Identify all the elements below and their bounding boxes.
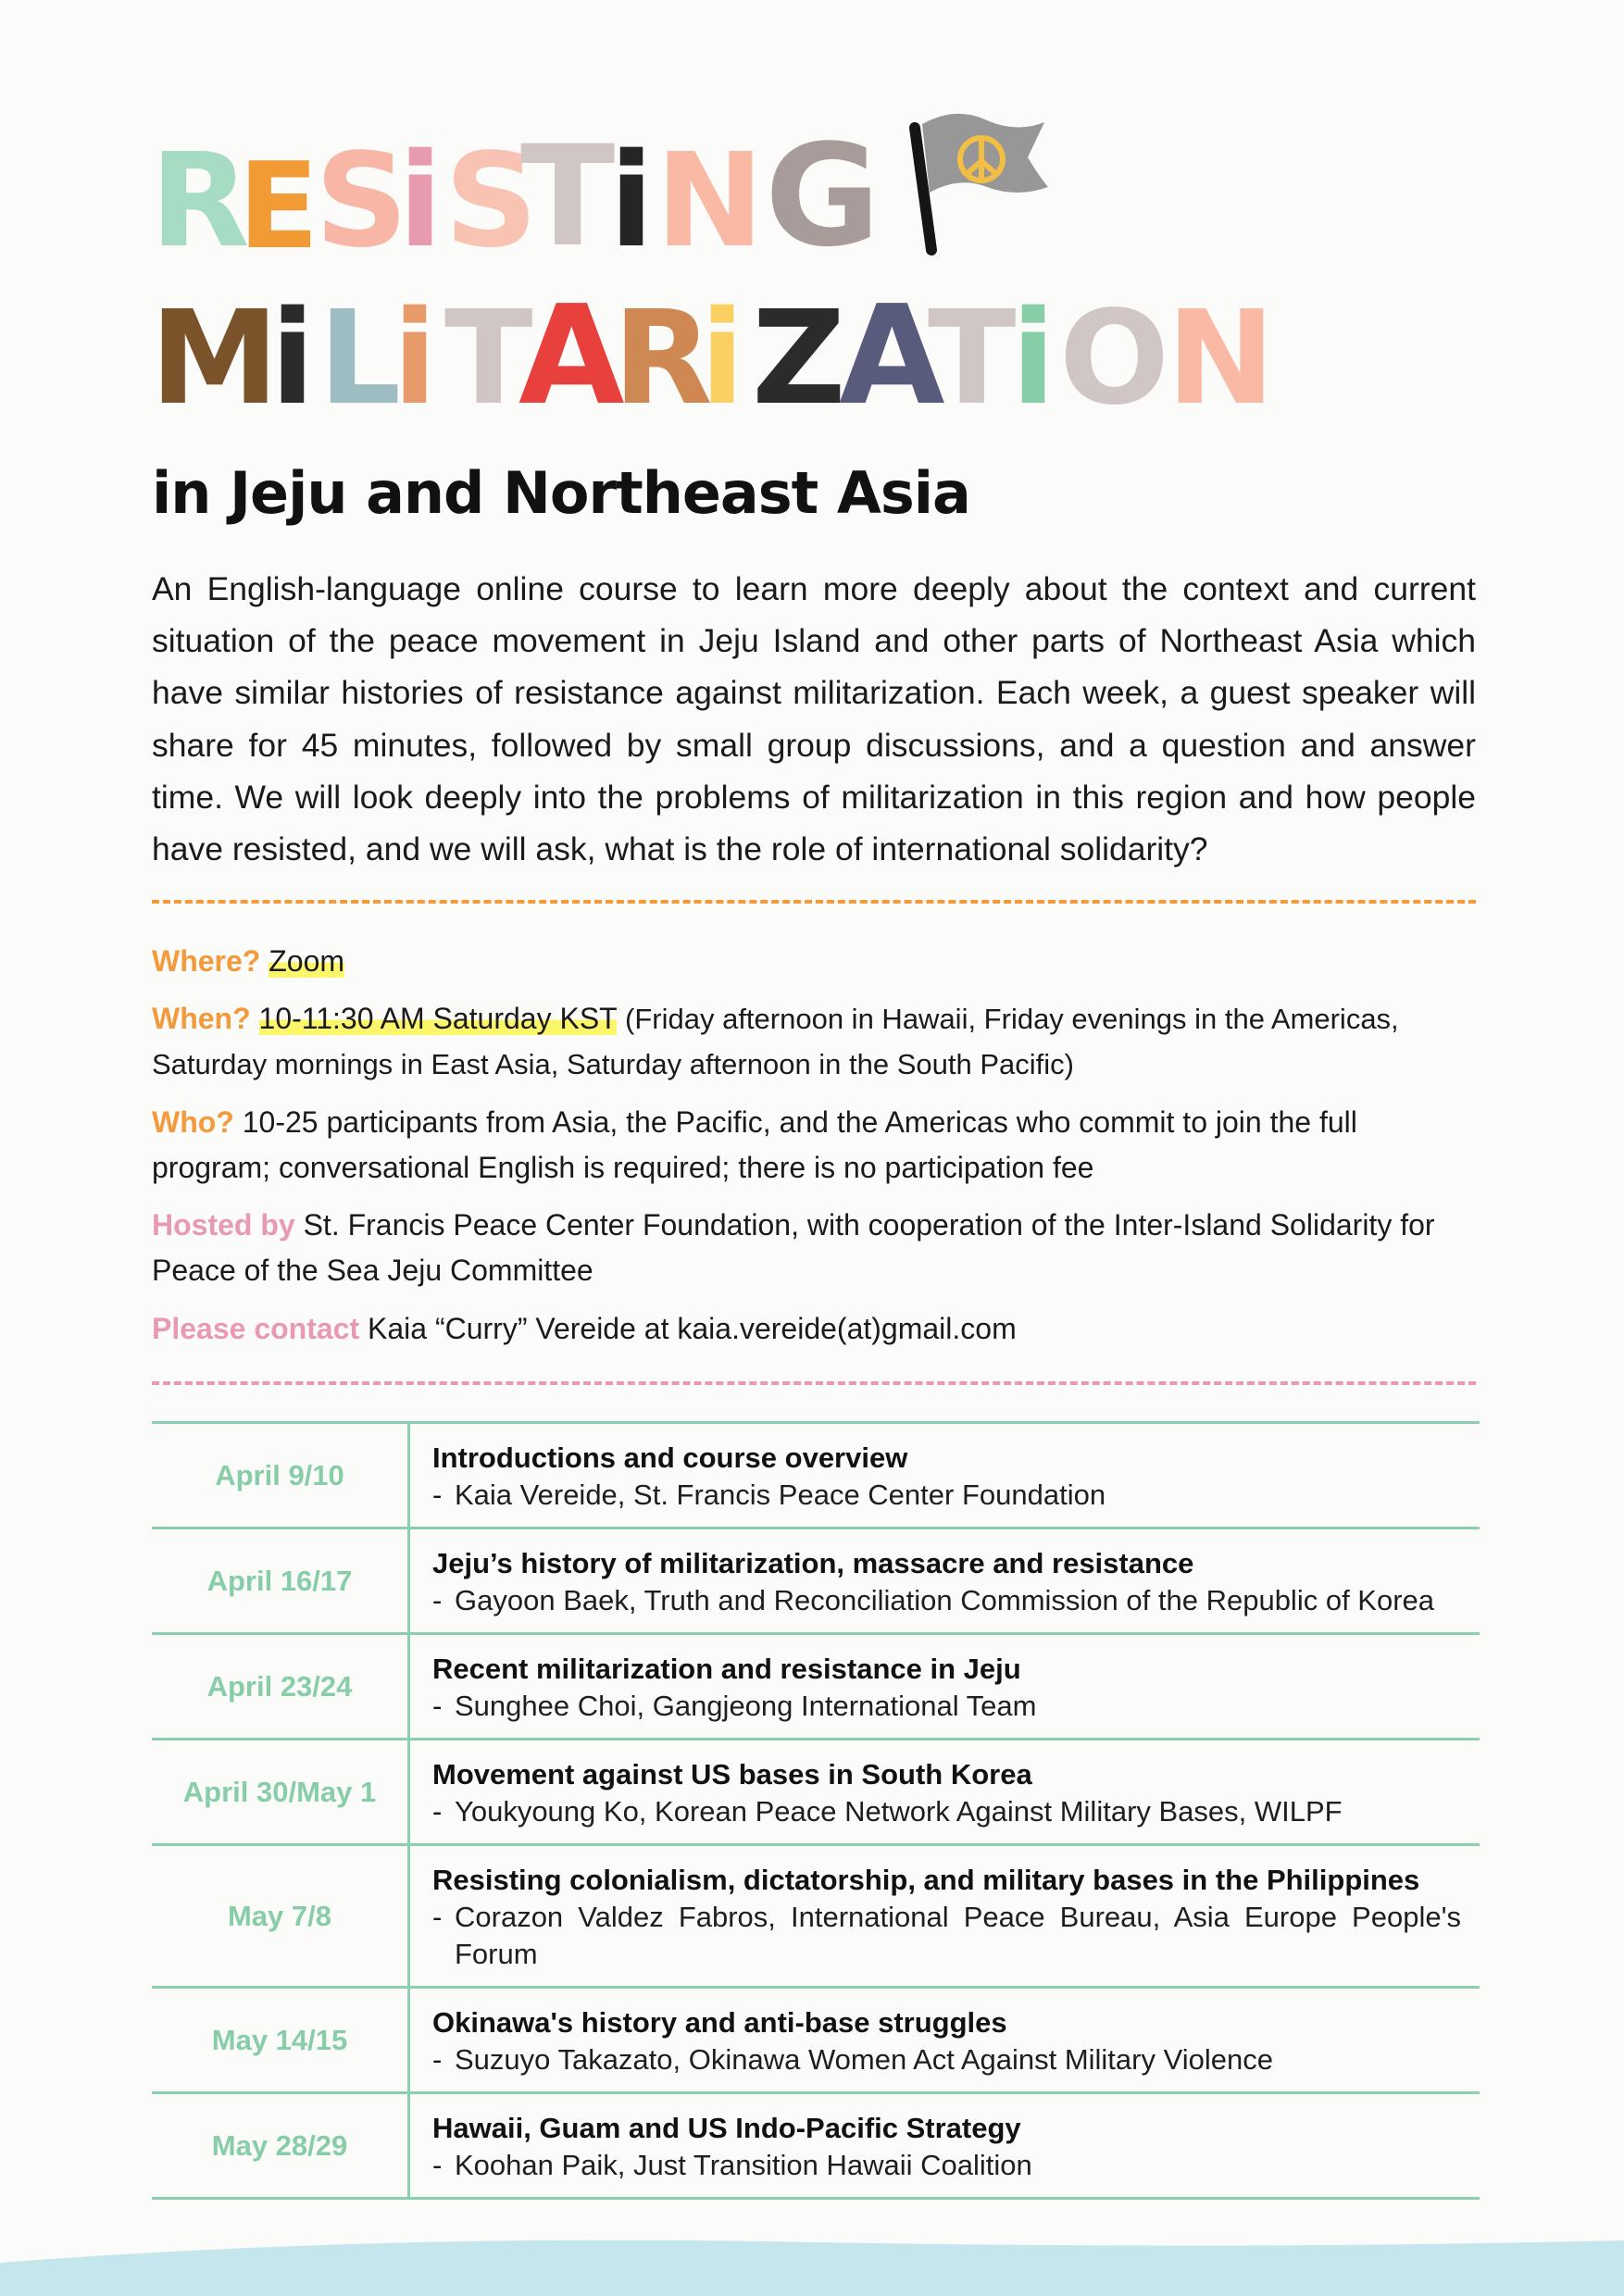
wave-decoration [0,2222,1624,2296]
session-speaker: Koohan Paik, Just Transition Hawaii Coalition [455,2149,1032,2181]
session-speaker: Corazon Valdez Fabros, International Peace Bureau, Asia Europe People's Forum [455,1901,1461,1970]
session-title: Okinawa's history and anti-base struggles [432,2006,1007,2039]
table-row [152,1740,1480,1845]
headline-letter: R [613,283,713,434]
session-title: Resisting colonialism, dictatorship, and military bases in the Philippines [432,1864,1420,1896]
who-label: Who? [152,1105,234,1139]
headline-letter: Z [752,283,846,434]
subtitle: in Jeju and Northeast Asia [152,459,970,527]
headline-letter: T [444,283,533,434]
host-label: Hosted by [152,1208,295,1242]
headline-letter: R [150,126,250,277]
session-date: May 7/8 [152,1845,409,1988]
session-speaker: Suzuyo Takazato, Okinawa Women Act Against Military Violence [455,2043,1273,2076]
table-row [152,1423,1480,1529]
session-speaker: Gayoon Baek, Truth and Reconciliation Commission of the Republic of Korea [455,1584,1435,1616]
session-speaker: Youkyoung Ko, Korean Peace Network Against Military Bases, WILPF [455,1795,1343,1828]
when-label: When? [152,1002,251,1035]
headline-letter: i [270,283,315,434]
session-date: April 30/May 1 [152,1740,409,1845]
session-date: April 9/10 [152,1423,409,1529]
headline-letter: E [238,138,319,276]
info-when [152,996,1476,1087]
table-row [152,1845,1480,1988]
session-details: Recent militarization and resistance in Jeju - Sunghee Choi, Gangjeong International Team [409,1634,1480,1740]
intro-paragraph: An English-language online course to learn more deeply about the context and current situation of the peace movement in Jeju Island and other parts of Northeast Asia which have similar histories of resistance against militarization. Each week, a guest speaker will share for 45 minutes, followed by small group discussions, and a question and answer time. We will look deeply into the problems of militarization in this region and how people have resisted, and we will ask, what is the role of international solidarity? [152,570,1476,868]
headline-letter: i [700,283,744,434]
info-where [152,939,1476,984]
headline-letter: i [1011,283,1056,434]
headline-letter: L [319,283,402,434]
table-row [152,2093,1480,2199]
session-date: April 16/17 [152,1529,409,1634]
divider-orange [152,900,1476,904]
headline-letter: i [393,283,437,434]
session-details: Jeju’s history of militarization, massacre and resistance - Gayoon Baek, Truth and Reconciliation Commission of the Republic of Korea [409,1529,1480,1634]
session-title: Movement against US bases in South Korea [432,1758,1032,1791]
headline-letter: T [520,117,616,278]
session-date: May 14/15 [152,1988,409,2093]
when-note: (Friday afternoon in Hawaii, Friday evenings in the Americas, Saturday mornings in East Asia, Saturday afternoon in the South Pacific) [152,1003,1399,1080]
table-row [152,1529,1480,1634]
info-host [152,1203,1476,1293]
host-value: St. Francis Peace Center Foundation, with cooperation of the Inter-Island Solidarity for Peace of the Sea Jeju Committee [152,1208,1435,1287]
headline-letter: i [609,126,654,277]
session-details: Resisting colonialism, dictatorship, and military bases in the Philippines - Corazon Valdez Fabros, International Peace Bureau, Asia Europe People's Forum [409,1845,1480,1988]
schedule-table [152,1421,1480,2200]
table-row [152,1988,1480,2093]
session-speaker: Kaia Vereide, St. Francis Peace Center Foundation [455,1479,1106,1511]
session-details: Hawaii, Guam and US Indo-Pacific Strategy - Koohan Paik, Just Transition Hawaii Coalition [409,2093,1480,2199]
session-details: Okinawa's history and anti-base struggles - Suzuyo Takazato, Okinawa Women Act Against Military Violence [409,1988,1480,2093]
session-details: Movement against US bases in South Korea - Youkyoung Ko, Korean Peace Network Against Military Bases, WILPF [409,1740,1480,1845]
headline-letter: A [518,276,625,435]
contact-label: Please contact [152,1312,360,1345]
where-label: Where? [152,944,261,978]
headline-letter: T [928,283,1017,434]
headline-letter: N [656,126,765,277]
info-contact [152,1306,1476,1352]
headline-letter: A [839,276,945,435]
session-date: May 28/29 [152,2093,409,2199]
headline-letter: M [150,283,280,434]
who-value: 10-25 participants from Asia, the Pacific, and the Americas who commit to join the full program; conversational English is required; there is no participation fee [152,1105,1357,1184]
headline-letter: S [315,126,408,277]
session-speaker: Sunghee Choi, Gangjeong International Team [455,1690,1037,1722]
session-title: Hawaii, Guam and US Indo-Pacific Strategy [432,2112,1021,2144]
session-title: Recent militarization and resistance in Jeju [432,1653,1021,1685]
headline-letter: N [1167,283,1276,434]
where-value: Zoom [269,944,345,978]
session-date: April 23/24 [152,1634,409,1740]
info-who [152,1100,1476,1191]
peace-flag-icon [900,109,1057,267]
headline-letter: S [444,126,538,277]
divider-pink [152,1381,1476,1385]
contact-value: Kaia “Curry” Vereide at kaia.vereide(at)gmail.com [368,1312,1017,1345]
headline-letter: i [398,126,443,277]
headline-letter: G [765,114,881,278]
session-details: Introductions and course overview - Kaia Vereide, St. Francis Peace Center Foundation [409,1423,1480,1529]
headline-letter: O [1059,283,1170,434]
when-value: 10-11:30 AM Saturday KST [258,1002,618,1035]
table-row [152,1634,1480,1740]
session-title: Jeju’s history of militarization, massacre and resistance [432,1547,1194,1579]
session-title: Introductions and course overview [432,1441,908,1474]
